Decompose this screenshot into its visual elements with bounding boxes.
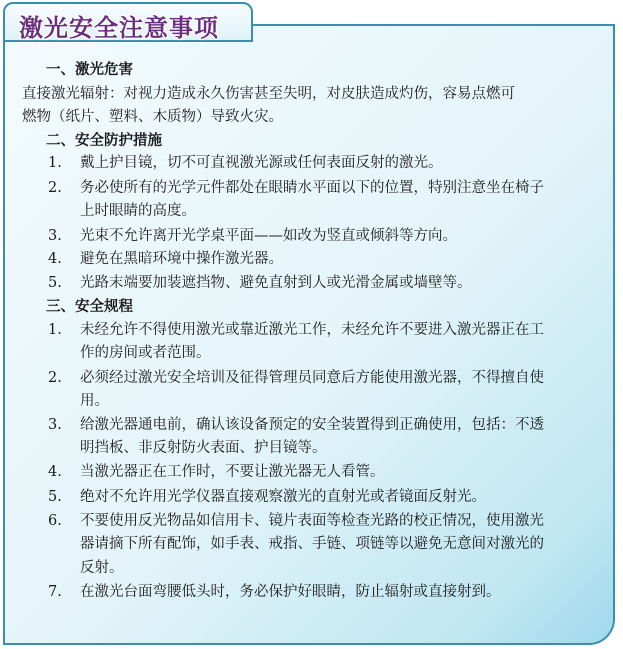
list-item-text: 光束不允许离开光学桌平面——如改为竖直或倾斜等方向。: [80, 228, 457, 244]
list-item-text: 避免在黑暗环境中操作激光器。: [80, 251, 283, 267]
list-number: 7.: [48, 584, 62, 600]
list-item-text: 用。: [80, 393, 109, 409]
list-item-text: 在激光台面弯腰低头时，务必保护好眼睛，防止辐射或直接射到。: [80, 584, 501, 600]
list-number: 5.: [48, 489, 62, 505]
section-heading-protection: 二、安全防护措施: [46, 132, 162, 149]
section-heading-hazards: 一、激光危害: [46, 61, 133, 78]
list-number: 2.: [48, 180, 62, 196]
list-number: 4.: [48, 251, 62, 267]
list-item-text: 光路末端要加装遮挡物、避免直射到人或光滑金属或墙壁等。: [80, 275, 472, 291]
list-item-text: 戴上护目镜，切不可直视激光源或任何表面反射的激光。: [80, 155, 443, 171]
list-item-text: 必须经过激光安全培训及征得管理员同意后方能使用激光器，不得擅自使: [80, 370, 544, 386]
list-item-text: 未经允许不得使用激光或靠近激光工作，未经允许不要进入激光器正在工: [80, 322, 544, 338]
list-item-text: 绝对不允许用光学仪器直接观察激光的直射光或者镜面反射光。: [80, 489, 486, 505]
list-number: 1.: [48, 155, 62, 171]
list-item-text: 器请摘下所有配饰，如手表、戒指、手链、项链等以避免无意间对激光的: [80, 536, 544, 552]
list-number: 3.: [48, 228, 62, 244]
list-number: 5.: [48, 275, 62, 291]
list-item-text: 明挡板、非反射防火表面、护目镜等。: [80, 440, 327, 456]
list-number: 3.: [48, 417, 62, 433]
page-title: 激光安全注意事项: [19, 14, 219, 42]
list-item-text: 反射。: [80, 560, 124, 576]
list-item-text: 当激光器正在工作时，不要让激光器无人看管。: [80, 464, 385, 480]
paragraph-line: 直接激光辐射：对视力造成永久伤害甚至失明，对皮肤造成灼伤，容易点燃可: [22, 86, 515, 102]
list-item-text: 作的房间或者范围。: [80, 345, 211, 361]
section-heading-rules: 三、安全规程: [46, 298, 133, 315]
list-item-text: 上时眼睛的高度。: [80, 203, 196, 219]
paragraph-line: 燃物（纸片、塑料、木质物）导致火灾。: [22, 109, 283, 125]
list-item-text: 不要使用反光物品如信用卡、镜片表面等检查光路的校正情况，使用激光: [80, 513, 544, 529]
list-number: 6.: [48, 513, 62, 529]
list-number: 1.: [48, 322, 62, 338]
list-number: 2.: [48, 370, 62, 386]
list-number: 4.: [48, 464, 62, 480]
list-item-text: 务必使所有的光学元件都处在眼睛水平面以下的位置，特别注意坐在椅子: [80, 180, 544, 196]
list-item-text: 给激光器通电前，确认该设备预定的安全装置得到正确使用，包括：不透: [80, 417, 544, 433]
